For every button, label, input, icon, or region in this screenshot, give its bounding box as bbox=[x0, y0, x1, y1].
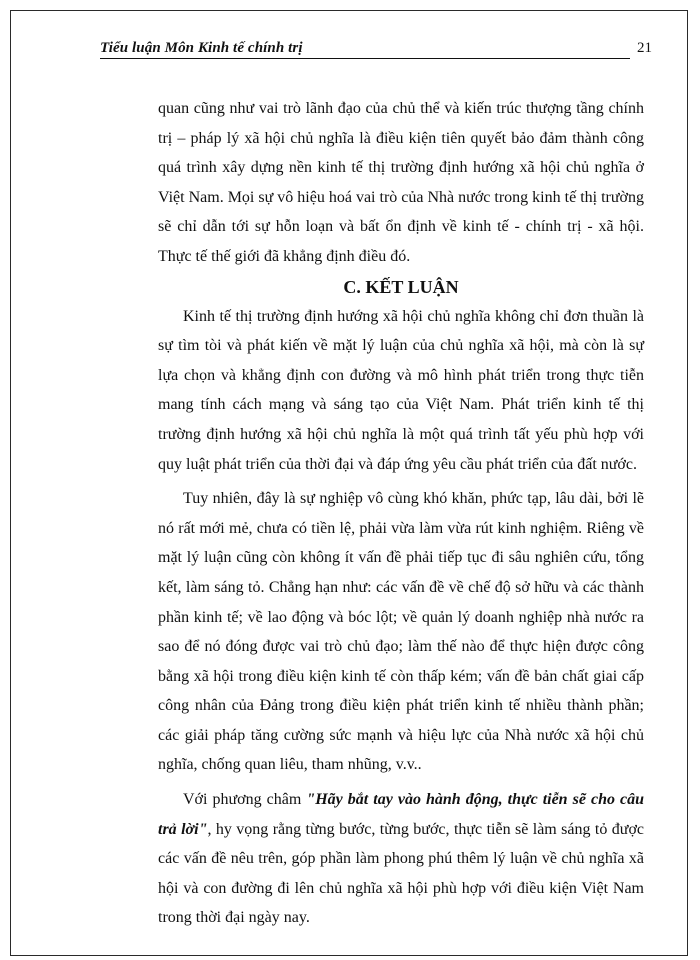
paragraph-conclusion-2: Tuy nhiên, đây là sự nghiệp vô cùng khó khăn, phức tạp, lâu dài, bởi lẽ nó rất mới mẻ, chưa có tiền lệ, phải vừa làm vừa rút kinh nghiệm. Riêng về mặt lý luận cũng còn không ít vấn đề phải tiếp tục đi sâu nghiên cứu, tổng kết, làm sáng tỏ. Chẳng hạn như: các vấn đề về chế độ sở hữu và các thành phần kinh tế; về lao động và bóc lột; về quản lý doanh nghiệp nhà nước ra sao để nó đóng được vai trò chủ đạo; làm thế nào để thực hiện được công bằng xã hội trong điều kiện kinh tế còn thấp kém; vấn đề bản chất giai cấp công nhân của Đảng trong điều kiện phát triển kinh tế nhiều thành phần; các giải pháp tăng cường sức mạnh và hiệu lực của Nhà nước xã hội chủ nghĩa, chống quan liêu, tham nhũng, v.v.. bbox=[158, 490, 644, 774]
paragraph-intro-text: Với phương châm bbox=[183, 791, 307, 809]
page-header bbox=[100, 32, 660, 60]
paragraph-conclusion-1: Kinh tế thị trường định hướng xã hội chủ nghĩa không chỉ đơn thuần là sự tìm tòi và phát kiến về mặt lý luận của chủ nghĩa xã hội, mà còn là sự lựa chọn và khẳng định con đường và mô hình phát triển trong thực tiễn mang tính cách mạng và sáng tạo của Việt Nam. Phát triển kinh tế thị trường định hướng xã hội chủ nghĩa là một quá trình tất yếu phù hợp với quy luật phát triển của thời đại và đáp ứng yêu cầu phát triển của đất nước. bbox=[158, 307, 644, 473]
paragraph-conclusion-3 bbox=[158, 785, 644, 933]
page-number: 21 bbox=[637, 40, 652, 56]
header-title: Tiểu luận Môn Kinh tế chính trị bbox=[100, 40, 303, 56]
motto-quote: "Hãy bắt tay vào hành động, thực tiễn sẽ cho câu trả lời" bbox=[158, 791, 644, 838]
document-body bbox=[158, 94, 644, 933]
paragraph-continuation: quan cũng như vai trò lãnh đạo của chủ thể và kiến trúc thượng tầng chính trị – pháp lý xã hội chủ nghĩa là điều kiện tiên quyết bảo đảm thành công quá trình xây dựng nền kinh tế thị trường định hướng xã hội chủ nghĩa ở Việt Nam. Mọi sự vô hiệu hoá vai trò của Nhà nước trong kinh tế thị trường sẽ chỉ dẫn tới sự hỗn loạn và bất ổn định về kinh tế - chính trị - xã hội. Thực tế thế giới đã khẳng định điều đó. bbox=[158, 100, 644, 265]
paragraph-rest-text: , hy vọng rằng từng bước, từng bước, thực tiễn sẽ làm sáng tỏ được các vấn đề nêu trên, góp phần làm phong phú thêm lý luận về chủ nghĩa xã hội và con đường đi lên chủ nghĩa xã hội phù hợp với điều kiện Việt Nam trong thời đại ngày nay. bbox=[158, 820, 645, 927]
section-heading: C. KẾT LUẬN bbox=[343, 276, 459, 297]
header-rule bbox=[100, 58, 630, 59]
